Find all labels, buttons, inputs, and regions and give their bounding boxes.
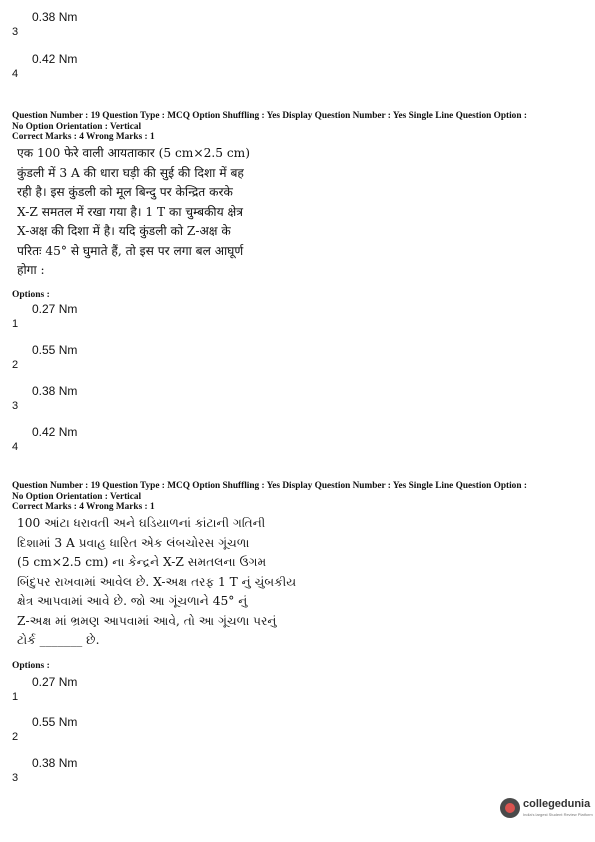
option-4 [12, 425, 212, 453]
option-value: 0.38 Nm [32, 10, 78, 24]
options-label: Options : [12, 661, 50, 671]
option-value: 0.55 Nm [32, 343, 78, 357]
question-line: परितः 45° से घुमाते हैं, तो इस पर लगा बल आघूर्ण [17, 243, 244, 258]
question-line: होगा : [17, 263, 45, 277]
question-line: ક્ષેત્ર આપવામાં આવે છે. જો આ ગૂંચળાને 45° નું [17, 594, 248, 608]
option-number: 3 [12, 772, 19, 784]
option-2 [12, 343, 212, 371]
option-1 [12, 302, 212, 330]
option-value: 0.42 Nm [32, 425, 78, 439]
question-meta [12, 481, 587, 513]
options-label: Options : [12, 290, 50, 300]
option-value: 0.55 Nm [32, 715, 78, 729]
graduation-cap-icon [500, 798, 520, 818]
question-meta-line: No Option Orientation : Vertical [12, 491, 142, 502]
question-marks: Correct Marks : 4 Wrong Marks : 1 [12, 502, 155, 512]
option-number: 4 [12, 68, 19, 80]
question-line: X-अक्ष की दिशा में है। यदि कुंडली को Z-अक्ष के [17, 224, 231, 238]
option-number: 1 [12, 691, 19, 703]
question-line: ટોર્ક _______ છે. [17, 633, 100, 647]
question-meta-line: No Option Orientation : Vertical [12, 121, 142, 132]
question-meta-line: Question Number : 19 Question Type : MCQ Option Shuffling : Yes Display Question Number : Yes Single Line Question Option : [12, 111, 527, 121]
question-marks: Correct Marks : 4 Wrong Marks : 1 [12, 132, 155, 142]
question-meta-line: Question Number : 19 Question Type : MCQ Option Shuffling : Yes Display Question Number : Yes Single Line Question Option : [12, 481, 527, 491]
option-value: 0.38 Nm [32, 384, 78, 398]
option-value: 0.38 Nm [32, 756, 78, 770]
question-line: દિશામાં 3 A પ્રવાહ ધારિત એક લંબચોરસ ગૂંચળા [17, 535, 250, 550]
option-number: 3 [12, 400, 19, 412]
question-text [17, 144, 302, 281]
question-line: रही है। इस कुंडली को मूल बिन्दु पर केन्द्रित करके [17, 185, 233, 199]
logo-brand: collegedunia [523, 798, 591, 810]
option-value: 0.27 Nm [32, 302, 78, 316]
question-line: 100 આંટા ધરાવતી અને ઘડિયાળનાં કાંટાની ગતિની [17, 516, 266, 530]
question-line: (5 cm×2.5 cm) ના કેન્દ્રને X-Z સમતલના ઉગમ [17, 555, 267, 569]
question-line: कुंडली में 3 A की धारा घड़ी की सुई की दिशा में बह [17, 165, 244, 180]
question-line: બિંદુપર રાખવામાં આવેલ છે. X-અક્ષ તરફ 1 T નું ચુંબકીય [17, 574, 297, 589]
option-3 [12, 10, 212, 38]
question-text [17, 514, 307, 651]
option-2 [12, 715, 212, 743]
option-4 [12, 52, 212, 80]
question-line: X-Z समतल में रखा गया है। 1 T का चुम्बकीय क्षेत्र [17, 204, 243, 219]
option-number: 4 [12, 441, 19, 453]
collegedunia-logo [500, 796, 592, 822]
question-line: एक 100 फेरे वाली आयताकार (5 cm×2.5 cm) [17, 146, 250, 160]
option-number: 2 [12, 359, 19, 371]
question-meta [12, 111, 587, 143]
option-value: 0.42 Nm [32, 52, 78, 66]
option-value: 0.27 Nm [32, 675, 78, 689]
question-line: Z-અક્ષ માં ભ્રમણ આપવામાં આવે, તો આ ગૂંચળા પરનું [17, 613, 277, 628]
option-1 [12, 675, 212, 703]
logo-tagline: India's largest Student Review Platform [523, 812, 593, 817]
option-number: 2 [12, 731, 19, 743]
option-number: 3 [12, 26, 19, 38]
option-3 [12, 756, 212, 784]
option-number: 1 [12, 318, 19, 330]
option-3 [12, 384, 212, 412]
